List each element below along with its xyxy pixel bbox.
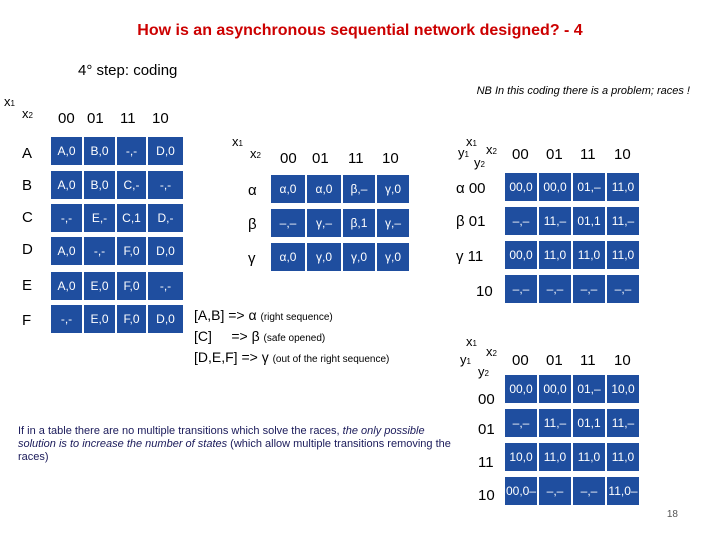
t3-cell: –,– <box>504 274 538 304</box>
x2-label: x2 <box>486 142 497 157</box>
page-number: 18 <box>666 509 678 520</box>
t1-row-label: A <box>22 145 33 162</box>
t2-col-1: 01 <box>312 150 329 167</box>
t1-row-label: D <box>22 241 33 258</box>
t3-col-2: 11 <box>580 146 596 163</box>
t3-cell: 00,0 <box>504 240 538 270</box>
t3-row-label: α 00 <box>456 180 486 197</box>
t3-cell: 01,1 <box>572 206 606 236</box>
t2-cell: α,0 <box>270 242 306 272</box>
t1-row-label: C <box>22 209 33 226</box>
t2-cell: γ,0 <box>376 174 410 204</box>
t1-cell: -,- <box>83 236 116 266</box>
y2-label: y2 <box>474 155 485 170</box>
t3-cell: –,– <box>606 274 640 304</box>
t1-cell: B,0 <box>83 170 116 200</box>
t4-col-0: 00 <box>512 352 529 369</box>
t3-row-label: γ 11 <box>456 248 484 265</box>
t4-cell: 11,– <box>538 408 572 438</box>
t1-cell: A,0 <box>50 136 83 166</box>
t2-cell: β,– <box>342 174 376 204</box>
t2-col-3: 10 <box>382 150 399 167</box>
legend-row: [D,E,F] => γ (out of the right sequence) <box>194 349 390 365</box>
t4-cell: 01,– <box>572 374 606 404</box>
t1-cell: A,0 <box>50 271 83 301</box>
t2-cell: γ,0 <box>376 242 410 272</box>
t2-col-2: 11 <box>348 150 364 167</box>
t1-row-label: F <box>22 312 32 329</box>
t2-cell: β,1 <box>342 208 376 238</box>
t4-col-3: 10 <box>614 352 631 369</box>
t2-row-label: β <box>248 216 257 233</box>
t4-cell: 10,0 <box>504 442 538 472</box>
t2-cell: γ,0 <box>306 242 342 272</box>
t4-col-2: 11 <box>580 352 596 369</box>
x1-label: x1 <box>232 134 243 149</box>
t4-row-label: 11 <box>478 454 494 471</box>
step-label: 4° step: coding <box>78 62 178 79</box>
t2-cell: γ,0 <box>342 242 376 272</box>
t3-cell: –,– <box>538 274 572 304</box>
t4-cell: 00,0 <box>538 374 572 404</box>
y1-label: y1 <box>460 352 471 367</box>
t4-cell: –,– <box>538 476 572 506</box>
x2-label: x2 <box>22 106 33 121</box>
t1-cell: -,- <box>50 304 83 334</box>
t1-col-2: 11 <box>120 110 136 127</box>
t4-cell: 11,0 <box>538 442 572 472</box>
legend-row: [A,B] => α (right sequence) <box>194 307 333 323</box>
t1-cell: A,0 <box>50 236 83 266</box>
legend-row: [C] => β (safe opened) <box>194 328 326 344</box>
t1-cell: C,1 <box>116 203 147 233</box>
t4-cell: 11,0 <box>606 442 640 472</box>
t3-cell: 00,0 <box>504 172 538 202</box>
t1-cell: D,0 <box>147 236 184 266</box>
t1-col-1: 01 <box>87 110 104 127</box>
t2-cell: –,– <box>270 208 306 238</box>
t3-cell: 11,0 <box>606 172 640 202</box>
t3-cell: 11,– <box>606 206 640 236</box>
t2-cell: γ,– <box>306 208 342 238</box>
t3-cell: –,– <box>504 206 538 236</box>
t1-cell: -,- <box>116 136 147 166</box>
nb-note: NB In this coding there is a problem; races ! <box>476 85 690 97</box>
t3-cell: 11,0 <box>538 240 572 270</box>
t3-cell: 11,0 <box>572 240 606 270</box>
t1-cell: D,0 <box>147 136 184 166</box>
t1-row-label: B <box>22 177 33 194</box>
t4-cell: 00,0– <box>504 476 538 506</box>
t3-cell: 00,0 <box>538 172 572 202</box>
t2-cell: α,0 <box>306 174 342 204</box>
slide-title: How is an asynchronous sequential network designed? - 4 <box>137 22 583 39</box>
t1-cell: -,- <box>147 271 184 301</box>
t3-col-1: 01 <box>546 146 563 163</box>
t1-cell: -,- <box>50 203 83 233</box>
t2-row-label: γ <box>248 250 256 267</box>
t4-cell: 10,0 <box>606 374 640 404</box>
t1-cell: B,0 <box>83 136 116 166</box>
t2-row-label: α <box>248 182 257 199</box>
t1-cell: -,- <box>147 170 184 200</box>
t4-row-label: 00 <box>478 391 495 408</box>
t3-row-label: β 01 <box>456 213 486 230</box>
y1-label: y1 <box>458 145 469 160</box>
state-legend <box>194 306 389 369</box>
t3-col-3: 10 <box>614 146 631 163</box>
t4-row-label: 10 <box>478 487 495 504</box>
t2-cell: α,0 <box>270 174 306 204</box>
t3-cell: 11,0 <box>606 240 640 270</box>
t1-col-3: 10 <box>152 110 169 127</box>
t1-cell: E,0 <box>83 271 116 301</box>
x2-label: x2 <box>486 344 497 359</box>
t2-col-0: 00 <box>280 150 297 167</box>
x1-label: x1 <box>466 134 477 149</box>
t3-row-label: 10 <box>476 283 493 300</box>
x1-label: x1 <box>466 334 477 349</box>
t4-cell: –,– <box>572 476 606 506</box>
t1-cell: F,0 <box>116 236 147 266</box>
t4-cell: 11,0 <box>572 442 606 472</box>
t4-cell: –,– <box>504 408 538 438</box>
t1-cell: F,0 <box>116 304 147 334</box>
t4-cell: 11,– <box>606 408 640 438</box>
t4-cell: 00,0 <box>504 374 538 404</box>
x2-label: x2 <box>250 146 261 161</box>
t3-cell: 11,– <box>538 206 572 236</box>
t3-cell: 01,– <box>572 172 606 202</box>
t4-cell: 11,0– <box>606 476 640 506</box>
x1-label: x1 <box>4 94 15 109</box>
races-note: If in a table there are no multiple transitions which solve the races, the only possible solution is to increase the number of states (which allow multiple transitions removing the races) <box>18 425 451 463</box>
t4-cell: 01,1 <box>572 408 606 438</box>
t2-cell: γ,– <box>376 208 410 238</box>
t1-cell: D,0 <box>147 304 184 334</box>
t4-row-label: 01 <box>478 421 495 438</box>
t1-cell: E,0 <box>83 304 116 334</box>
t1-cell: D,- <box>147 203 184 233</box>
t3-col-0: 00 <box>512 146 529 163</box>
t1-col-0: 00 <box>58 110 75 127</box>
t1-cell: A,0 <box>50 170 83 200</box>
t1-cell: E,- <box>83 203 116 233</box>
t1-cell: F,0 <box>116 271 147 301</box>
t4-col-1: 01 <box>546 352 563 369</box>
t1-row-label: E <box>22 277 33 294</box>
y2-label: y2 <box>478 364 489 379</box>
t3-cell: –,– <box>572 274 606 304</box>
t1-cell: C,- <box>116 170 147 200</box>
